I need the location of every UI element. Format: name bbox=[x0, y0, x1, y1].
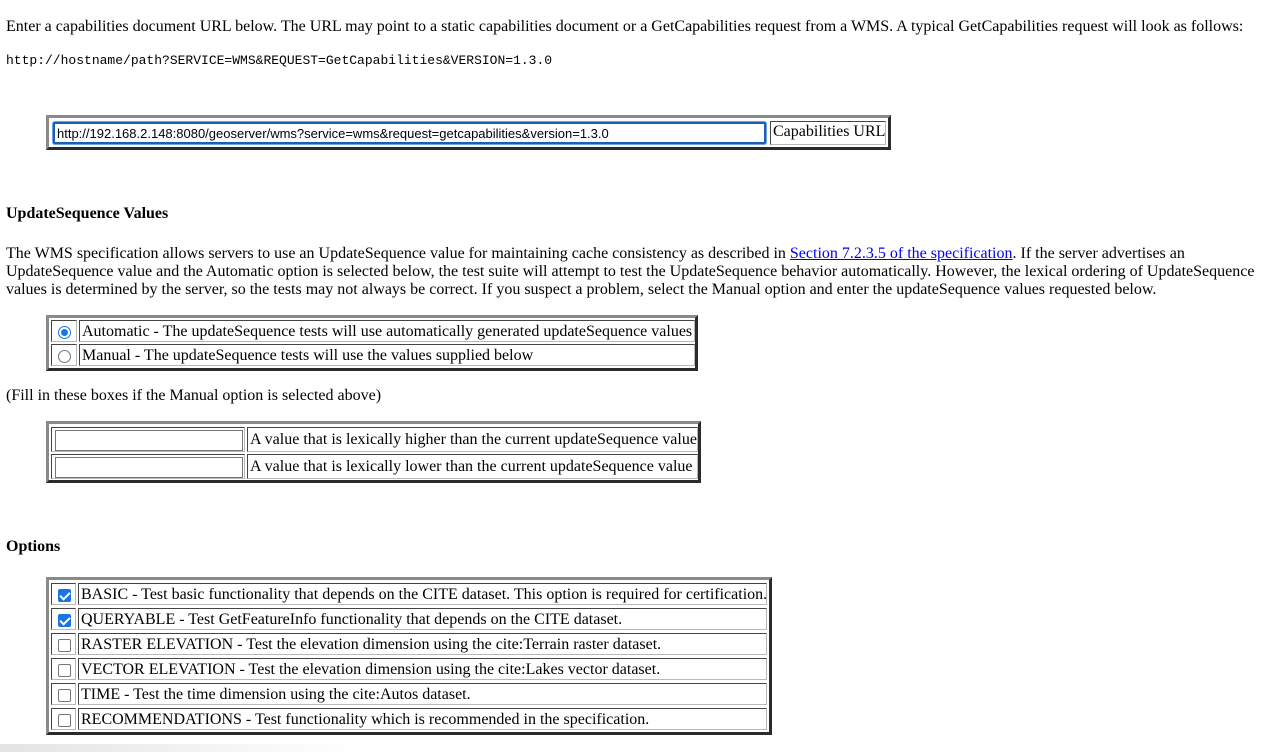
queryable-checkbox[interactable] bbox=[58, 614, 71, 627]
option-label-cell bbox=[78, 633, 767, 655]
update-sequence-para-line1 bbox=[6, 245, 1185, 263]
update-sequence-mode-table bbox=[46, 315, 698, 371]
option-row-recommendations bbox=[51, 708, 767, 730]
automatic-label: Automatic - The updateSequence tests will use automatically generated updateSequence values bbox=[82, 323, 693, 340]
basic-label: BASIC - Test basic functionality that depends on the CITE dataset. This option is required for certification. bbox=[81, 586, 768, 603]
option-checkbox-cell bbox=[51, 633, 76, 655]
example-url: http://hostname/path?SERVICE=WMS&REQUEST=GetCapabilities&VERSION=1.3.0 bbox=[6, 53, 553, 68]
update-sequence-values-table bbox=[46, 421, 701, 483]
time-label: TIME - Test the time dimension using the cite:Autos dataset. bbox=[81, 686, 471, 703]
lower-input-cell bbox=[51, 454, 245, 479]
update-sequence-heading: UpdateSequence Values bbox=[6, 205, 169, 222]
option-label-cell bbox=[78, 608, 767, 630]
option-row-time bbox=[51, 683, 767, 705]
spec-section-link[interactable]: Section 7.2.3.5 of the specification bbox=[789, 245, 1013, 262]
option-row-basic bbox=[51, 583, 767, 605]
manual-radio[interactable] bbox=[58, 350, 71, 363]
vector-elevation-label: VECTOR ELEVATION - Test the elevation dimension using the cite:Lakes vector dataset. bbox=[81, 661, 661, 678]
option-label-cell bbox=[78, 583, 767, 605]
para-line1-tail: . If the server advertises an bbox=[1012, 245, 1185, 262]
option-label-cell bbox=[78, 683, 767, 705]
option-checkbox-cell bbox=[51, 608, 76, 630]
manual-label: Manual - The updateSequence tests will use the values supplied below bbox=[82, 347, 534, 364]
mode-label-cell bbox=[79, 320, 695, 342]
update-sequence-para-line3: values is determined by the server, so the tests may not always be correct. If you suspect a problem, select the Manual option and enter the updateSequence values requested below. bbox=[6, 281, 1157, 298]
options-heading: Options bbox=[6, 538, 61, 555]
option-label-cell bbox=[78, 658, 767, 680]
option-checkbox-cell bbox=[51, 683, 76, 705]
option-row-raster-elevation bbox=[51, 633, 767, 655]
mode-label-cell bbox=[79, 344, 695, 366]
raster-elevation-checkbox[interactable] bbox=[58, 639, 71, 652]
higher-value-row bbox=[51, 427, 696, 452]
lower-value-row bbox=[51, 454, 696, 479]
intro-text: Enter a capabilities document URL below. The URL may point to a static capabilities document or a GetCapabilities request from a WMS. A typical GetCapabilities request will look as follows: bbox=[6, 18, 1244, 35]
mode-radio-cell bbox=[51, 344, 77, 366]
higher-value-label: A value that is lexically higher than the current updateSequence value bbox=[250, 431, 697, 448]
capabilities-url-label-cell bbox=[770, 121, 886, 145]
mode-row-manual bbox=[51, 344, 693, 366]
higher-value-input[interactable] bbox=[55, 430, 243, 451]
scroll-shadow bbox=[0, 744, 360, 752]
recommendations-checkbox[interactable] bbox=[58, 714, 71, 727]
capabilities-url-label: Capabilities URL bbox=[773, 123, 886, 140]
mode-row-automatic bbox=[51, 320, 693, 342]
vector-elevation-checkbox[interactable] bbox=[58, 664, 71, 677]
option-checkbox-cell bbox=[51, 583, 76, 605]
fill-note: (Fill in these boxes if the Manual option is selected above) bbox=[6, 387, 382, 404]
lower-value-label: A value that is lexically lower than the current updateSequence value bbox=[250, 458, 693, 475]
option-label-cell bbox=[78, 708, 767, 730]
time-checkbox[interactable] bbox=[58, 689, 71, 702]
options-table bbox=[46, 577, 772, 735]
basic-checkbox[interactable] bbox=[58, 589, 71, 602]
recommendations-label: RECOMMENDATIONS - Test functionality which is recommended in the specification. bbox=[81, 711, 650, 728]
option-row-vector-elevation bbox=[51, 658, 767, 680]
option-checkbox-cell bbox=[51, 708, 76, 730]
option-checkbox-cell bbox=[51, 658, 76, 680]
automatic-radio[interactable] bbox=[58, 326, 71, 339]
para-line1-text: The WMS specification allows servers to use an UpdateSequence value for maintaining cache consistency as described in bbox=[6, 245, 790, 262]
option-row-queryable bbox=[51, 608, 767, 630]
update-sequence-para-line2: UpdateSequence value and the Automatic option is selected below, the test suite will attempt to test the UpdateSequence behavior automatically. However, the lexical ordering of UpdateSequence bbox=[6, 263, 1255, 280]
higher-input-cell bbox=[51, 427, 245, 452]
lower-value-input[interactable] bbox=[55, 457, 243, 478]
raster-elevation-label: RASTER ELEVATION - Test the elevation dimension using the cite:Terrain raster dataset. bbox=[81, 636, 662, 653]
capabilities-url-input[interactable] bbox=[53, 122, 766, 144]
mode-radio-cell bbox=[51, 320, 77, 342]
queryable-label: QUERYABLE - Test GetFeatureInfo functionality that depends on the CITE dataset. bbox=[81, 611, 623, 628]
higher-label-cell bbox=[247, 427, 698, 452]
capabilities-url-table bbox=[46, 115, 891, 150]
lower-label-cell bbox=[247, 454, 698, 479]
